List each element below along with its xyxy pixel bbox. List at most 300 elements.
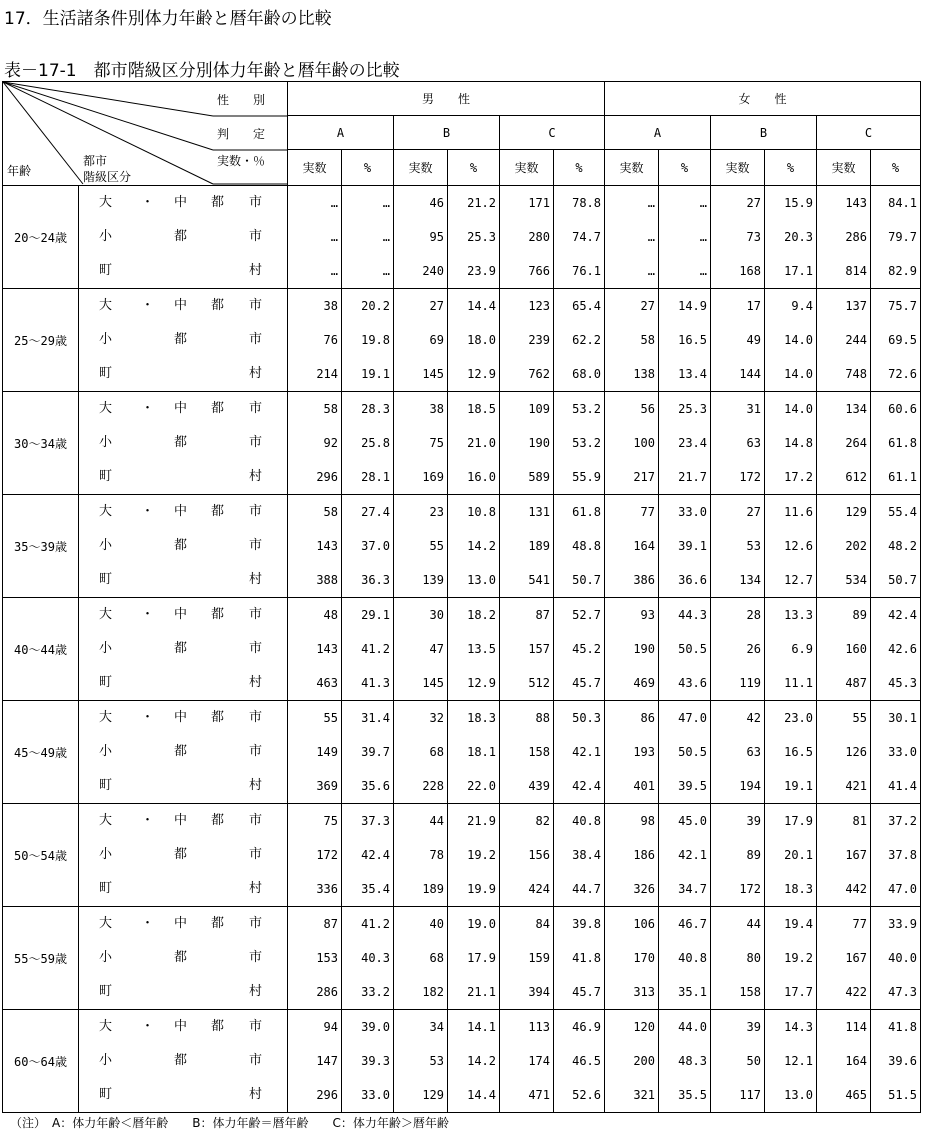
value-cell: 42 <box>746 711 761 725</box>
city-class-char: 村 <box>249 572 263 587</box>
value-cell: … <box>699 230 707 244</box>
value-cell: 25.8 <box>361 436 390 450</box>
data-column-cell <box>711 907 765 1010</box>
value-cell: 12.9 <box>467 676 496 690</box>
value-cell: 14.9 <box>678 299 707 313</box>
table-row <box>3 701 921 804</box>
data-column-cell <box>394 598 448 701</box>
value-cell: … <box>382 264 390 278</box>
header-subcol: 実数 <box>500 150 554 186</box>
data-column-cell <box>342 186 394 289</box>
data-column-cell <box>817 1010 871 1113</box>
city-class-char: 市 <box>249 950 263 965</box>
value-cell: 45.2 <box>572 642 601 656</box>
city-class-char: 都 <box>211 607 225 622</box>
city-class-label <box>79 186 287 220</box>
city-class-label <box>79 220 287 254</box>
city-class-char: 小 <box>99 641 113 656</box>
data-column-cell <box>394 186 448 289</box>
data-column-cell <box>288 289 342 392</box>
data-column-cell <box>288 495 342 598</box>
value-cell: 326 <box>633 882 655 896</box>
city-class-char: 市 <box>249 641 263 656</box>
data-column-cell <box>448 495 500 598</box>
value-cell: 38.4 <box>572 848 601 862</box>
city-class-char: ・ <box>141 504 155 519</box>
city-class-char: 大 <box>99 710 113 725</box>
value-cell: 160 <box>845 642 867 656</box>
value-cell: 39 <box>746 1020 761 1034</box>
header-judgement: C <box>500 116 605 150</box>
city-class-label <box>79 838 287 872</box>
value-cell: 21.7 <box>678 470 707 484</box>
value-cell: 47.3 <box>888 985 917 999</box>
table-row <box>3 1010 921 1113</box>
data-column-cell <box>605 598 659 701</box>
value-cell: 40.0 <box>888 951 917 965</box>
value-cell: 41.8 <box>572 951 601 965</box>
value-cell: 286 <box>316 985 338 999</box>
data-column-cell <box>342 701 394 804</box>
value-cell: … <box>647 230 655 244</box>
value-cell: 6.9 <box>791 642 813 656</box>
value-cell: 50.5 <box>678 745 707 759</box>
data-column-cell <box>765 701 817 804</box>
value-cell: 76 <box>323 333 338 347</box>
data-column-cell <box>871 804 921 907</box>
value-cell: 52.6 <box>572 1088 601 1102</box>
value-cell: 38 <box>429 402 444 416</box>
data-column-cell <box>871 289 921 392</box>
value-cell: 129 <box>422 1088 444 1102</box>
city-class-char: 都 <box>211 1019 225 1034</box>
table-row <box>3 495 921 598</box>
value-cell: 42.1 <box>572 745 601 759</box>
value-cell: 41.2 <box>361 642 390 656</box>
city-class-char: 小 <box>99 538 113 553</box>
data-column-cell <box>605 1010 659 1113</box>
value-cell: 34 <box>429 1020 444 1034</box>
data-column-cell <box>394 1010 448 1113</box>
value-cell: 27 <box>640 299 655 313</box>
age-group-cell: 55～59歳 <box>3 907 79 1010</box>
value-cell: 33.9 <box>888 917 917 931</box>
data-column-cell <box>659 186 711 289</box>
value-cell: 42.1 <box>678 848 707 862</box>
value-cell: 21.9 <box>467 814 496 828</box>
value-cell: 44.3 <box>678 608 707 622</box>
value-cell: 193 <box>633 745 655 759</box>
city-class-char: 中 <box>174 710 188 725</box>
data-column-cell <box>817 186 871 289</box>
city-class-label <box>79 632 287 666</box>
city-class-char: 都 <box>211 195 225 210</box>
value-cell: 244 <box>845 333 867 347</box>
data-column-cell <box>500 804 554 907</box>
value-cell: 114 <box>845 1020 867 1034</box>
value-cell: 53.2 <box>572 436 601 450</box>
data-column-cell <box>765 598 817 701</box>
value-cell: 43.6 <box>678 676 707 690</box>
value-cell: 19.2 <box>467 848 496 862</box>
header-judgement: A <box>288 116 394 150</box>
city-class-label <box>79 563 287 597</box>
city-class-char: 中 <box>174 298 188 313</box>
value-cell: 169 <box>422 470 444 484</box>
value-cell: 37.0 <box>361 539 390 553</box>
value-cell: 534 <box>845 573 867 587</box>
value-cell: 541 <box>528 573 550 587</box>
value-cell: 41.3 <box>361 676 390 690</box>
value-cell: … <box>647 196 655 210</box>
value-cell: 200 <box>633 1054 655 1068</box>
fitness-age-table <box>2 81 921 1113</box>
value-cell: 44 <box>429 814 444 828</box>
city-class-char: 市 <box>249 401 263 416</box>
value-cell: 296 <box>316 470 338 484</box>
city-class-char: 都 <box>174 744 188 759</box>
value-cell: 313 <box>633 985 655 999</box>
value-cell: 52.7 <box>572 608 601 622</box>
value-cell: 62.2 <box>572 333 601 347</box>
header-subcol: % <box>765 150 817 186</box>
header-subcol: 実数 <box>288 150 342 186</box>
value-cell: 42.4 <box>572 779 601 793</box>
value-cell: 69.5 <box>888 333 917 347</box>
value-cell: 202 <box>845 539 867 553</box>
city-class-label <box>79 804 287 838</box>
value-cell: 41.2 <box>361 917 390 931</box>
value-cell: 18.0 <box>467 333 496 347</box>
value-cell: 22.0 <box>467 779 496 793</box>
value-cell: 16.0 <box>467 470 496 484</box>
value-cell: 471 <box>528 1088 550 1102</box>
value-cell: 47 <box>429 642 444 656</box>
value-cell: 88 <box>535 711 550 725</box>
data-column-cell <box>765 1010 817 1113</box>
data-column-cell <box>659 907 711 1010</box>
city-class-label <box>79 357 287 391</box>
city-class-cell <box>79 907 288 1010</box>
value-cell: 172 <box>739 470 761 484</box>
value-cell: 159 <box>528 951 550 965</box>
value-cell: 422 <box>845 985 867 999</box>
data-column-cell <box>659 289 711 392</box>
data-column-cell <box>448 289 500 392</box>
value-cell: 190 <box>633 642 655 656</box>
data-column-cell <box>659 598 711 701</box>
value-cell: 61.8 <box>888 436 917 450</box>
data-column-cell <box>554 186 605 289</box>
value-cell: 69 <box>429 333 444 347</box>
value-cell: 17.9 <box>467 951 496 965</box>
data-column-cell <box>817 392 871 495</box>
value-cell: 39.6 <box>888 1054 917 1068</box>
age-group-cell: 25～29歳 <box>3 289 79 392</box>
city-class-label <box>79 254 287 288</box>
value-cell: 65.4 <box>572 299 601 313</box>
value-cell: 35.1 <box>678 985 707 999</box>
city-class-char: 市 <box>249 710 263 725</box>
value-cell: 39.5 <box>678 779 707 793</box>
value-cell: 35.5 <box>678 1088 707 1102</box>
value-cell: 68 <box>429 745 444 759</box>
value-cell: 143 <box>316 539 338 553</box>
value-cell: 34.7 <box>678 882 707 896</box>
data-column-cell <box>394 701 448 804</box>
value-cell: 12.1 <box>784 1054 813 1068</box>
data-column-cell <box>871 598 921 701</box>
value-cell: 137 <box>845 299 867 313</box>
city-class-char: 町 <box>99 263 113 278</box>
data-column-cell <box>394 495 448 598</box>
data-column-cell <box>605 804 659 907</box>
value-cell: 18.3 <box>467 711 496 725</box>
city-class-char: 市 <box>249 298 263 313</box>
value-cell: 30 <box>429 608 444 622</box>
value-cell: 217 <box>633 470 655 484</box>
value-cell: 164 <box>845 1054 867 1068</box>
value-cell: 55 <box>323 711 338 725</box>
city-class-char: 村 <box>249 675 263 690</box>
value-cell: 33.0 <box>361 1088 390 1102</box>
value-cell: 12.7 <box>784 573 813 587</box>
city-class-char: 町 <box>99 366 113 381</box>
value-cell: 14.0 <box>784 402 813 416</box>
city-class-char: 中 <box>174 813 188 828</box>
city-class-char: 市 <box>249 916 263 931</box>
header-row-sex <box>3 82 921 116</box>
value-cell: 14.8 <box>784 436 813 450</box>
city-class-char: 都 <box>174 538 188 553</box>
corner-city-label-2: 階級区分 <box>83 170 132 184</box>
data-column-cell <box>817 804 871 907</box>
header-corner <box>3 82 288 186</box>
value-cell: 138 <box>633 367 655 381</box>
city-class-char: 大 <box>99 607 113 622</box>
value-cell: 386 <box>633 573 655 587</box>
value-cell: 40.8 <box>678 951 707 965</box>
data-column-cell <box>500 289 554 392</box>
city-class-char: ・ <box>141 813 155 828</box>
city-class-char: 中 <box>174 607 188 622</box>
value-cell: 40 <box>429 917 444 931</box>
value-cell: 12.6 <box>784 539 813 553</box>
value-cell: 94 <box>323 1020 338 1034</box>
city-class-char: 市 <box>249 813 263 828</box>
footnote: （注） A：体力年齢＜暦年齢 B：体力年齢＝暦年齢 C：体力年齢＞暦年齢 <box>10 1116 449 1130</box>
data-column-cell <box>605 392 659 495</box>
city-class-label <box>79 1044 287 1078</box>
city-class-label <box>79 598 287 632</box>
city-class-cell <box>79 804 288 907</box>
data-column-cell <box>765 289 817 392</box>
city-class-char: ・ <box>141 1019 155 1034</box>
value-cell: 74.7 <box>572 230 601 244</box>
value-cell: 87 <box>535 608 550 622</box>
data-column-cell <box>554 495 605 598</box>
corner-age-label: 年齢 <box>7 164 32 178</box>
table-caption: 表－17-1 都市階級区分別体力年齢と暦年齢の比較 <box>4 61 400 81</box>
data-column-cell <box>288 392 342 495</box>
value-cell: 28.1 <box>361 470 390 484</box>
value-cell: 77 <box>640 505 655 519</box>
value-cell: 31 <box>746 402 761 416</box>
data-column-cell <box>554 907 605 1010</box>
city-class-char: 小 <box>99 332 113 347</box>
city-class-char: 町 <box>99 469 113 484</box>
value-cell: 35.4 <box>361 882 390 896</box>
value-cell: 19.2 <box>784 951 813 965</box>
value-cell: 23.9 <box>467 264 496 278</box>
value-cell: 39.1 <box>678 539 707 553</box>
value-cell: 424 <box>528 882 550 896</box>
value-cell: 189 <box>528 539 550 553</box>
value-cell: 84 <box>535 917 550 931</box>
value-cell: … <box>330 264 338 278</box>
value-cell: 40.8 <box>572 814 601 828</box>
value-cell: 131 <box>528 505 550 519</box>
city-class-char: 小 <box>99 744 113 759</box>
value-cell: 143 <box>316 642 338 656</box>
header-judgement: B <box>394 116 500 150</box>
city-class-label <box>79 701 287 735</box>
value-cell: 95 <box>429 230 444 244</box>
city-class-label <box>79 872 287 906</box>
value-cell: 41.4 <box>888 779 917 793</box>
value-cell: 46.5 <box>572 1054 601 1068</box>
value-cell: 814 <box>845 264 867 278</box>
city-class-char: 村 <box>249 1087 263 1102</box>
city-class-char: 都 <box>211 401 225 416</box>
city-class-char: 市 <box>249 435 263 450</box>
value-cell: 18.2 <box>467 608 496 622</box>
city-class-char: 町 <box>99 881 113 896</box>
value-cell: 89 <box>852 608 867 622</box>
value-cell: 44.7 <box>572 882 601 896</box>
city-class-char: 都 <box>211 504 225 519</box>
city-class-char: 都 <box>174 847 188 862</box>
value-cell: 45.7 <box>572 985 601 999</box>
value-cell: 48.3 <box>678 1054 707 1068</box>
value-cell: 41.8 <box>888 1020 917 1034</box>
data-column-cell <box>711 289 765 392</box>
value-cell: 39.0 <box>361 1020 390 1034</box>
city-class-char: ・ <box>141 710 155 725</box>
data-column-cell <box>342 392 394 495</box>
data-column-cell <box>500 186 554 289</box>
value-cell: 46 <box>429 196 444 210</box>
value-cell: 14.4 <box>467 1088 496 1102</box>
data-column-cell <box>765 495 817 598</box>
value-cell: 144 <box>739 367 761 381</box>
value-cell: 27.4 <box>361 505 390 519</box>
value-cell: 73 <box>746 230 761 244</box>
data-column-cell <box>554 1010 605 1113</box>
city-class-char: 小 <box>99 435 113 450</box>
value-cell: 512 <box>528 676 550 690</box>
value-cell: 14.4 <box>467 299 496 313</box>
value-cell: 156 <box>528 848 550 862</box>
city-class-char: 町 <box>99 675 113 690</box>
city-class-label <box>79 907 287 941</box>
city-class-char: 村 <box>249 469 263 484</box>
city-class-char: 中 <box>174 401 188 416</box>
data-column-cell <box>765 392 817 495</box>
value-cell: 172 <box>316 848 338 862</box>
value-cell: 174 <box>528 1054 550 1068</box>
value-cell: 55 <box>852 711 867 725</box>
city-class-char: 中 <box>174 504 188 519</box>
value-cell: 190 <box>528 436 550 450</box>
age-group-cell: 45～49歳 <box>3 701 79 804</box>
value-cell: 33.0 <box>888 745 917 759</box>
data-column-cell <box>817 598 871 701</box>
city-class-char: 町 <box>99 1087 113 1102</box>
data-column-cell <box>342 1010 394 1113</box>
value-cell: 27 <box>746 196 761 210</box>
value-cell: 113 <box>528 1020 550 1034</box>
value-cell: 17.2 <box>784 470 813 484</box>
city-class-label <box>79 1078 287 1112</box>
value-cell: 14.0 <box>784 367 813 381</box>
value-cell: 13.3 <box>784 608 813 622</box>
data-column-cell <box>342 289 394 392</box>
value-cell: 45.3 <box>888 676 917 690</box>
data-column-cell <box>342 804 394 907</box>
city-class-cell <box>79 495 288 598</box>
value-cell: 748 <box>845 367 867 381</box>
value-cell: 63 <box>746 745 761 759</box>
value-cell: 172 <box>739 882 761 896</box>
value-cell: 55.9 <box>572 470 601 484</box>
age-group-cell: 50～54歳 <box>3 804 79 907</box>
city-class-char: 中 <box>174 195 188 210</box>
value-cell: 168 <box>739 264 761 278</box>
city-class-char: 村 <box>249 881 263 896</box>
value-cell: 123 <box>528 299 550 313</box>
value-cell: 134 <box>739 573 761 587</box>
city-class-label <box>79 426 287 460</box>
value-cell: 147 <box>316 1054 338 1068</box>
value-cell: 11.6 <box>784 505 813 519</box>
value-cell: 16.5 <box>678 333 707 347</box>
value-cell: 21.1 <box>467 985 496 999</box>
value-cell: 55 <box>429 539 444 553</box>
value-cell: 44.0 <box>678 1020 707 1034</box>
value-cell: 170 <box>633 951 655 965</box>
data-column-cell <box>605 186 659 289</box>
value-cell: 158 <box>528 745 550 759</box>
value-cell: 23.0 <box>784 711 813 725</box>
value-cell: 72.6 <box>888 367 917 381</box>
city-class-char: 中 <box>174 1019 188 1034</box>
value-cell: … <box>330 196 338 210</box>
city-class-char: 小 <box>99 229 113 244</box>
city-class-label <box>79 1010 287 1044</box>
city-class-char: 村 <box>249 263 263 278</box>
city-class-char: 小 <box>99 950 113 965</box>
value-cell: 50.5 <box>678 642 707 656</box>
value-cell: 27 <box>746 505 761 519</box>
city-class-char: 都 <box>211 813 225 828</box>
value-cell: 120 <box>633 1020 655 1034</box>
city-class-label <box>79 666 287 700</box>
data-column-cell <box>288 907 342 1010</box>
data-column-cell <box>605 289 659 392</box>
value-cell: 75 <box>323 814 338 828</box>
value-cell: 17.7 <box>784 985 813 999</box>
